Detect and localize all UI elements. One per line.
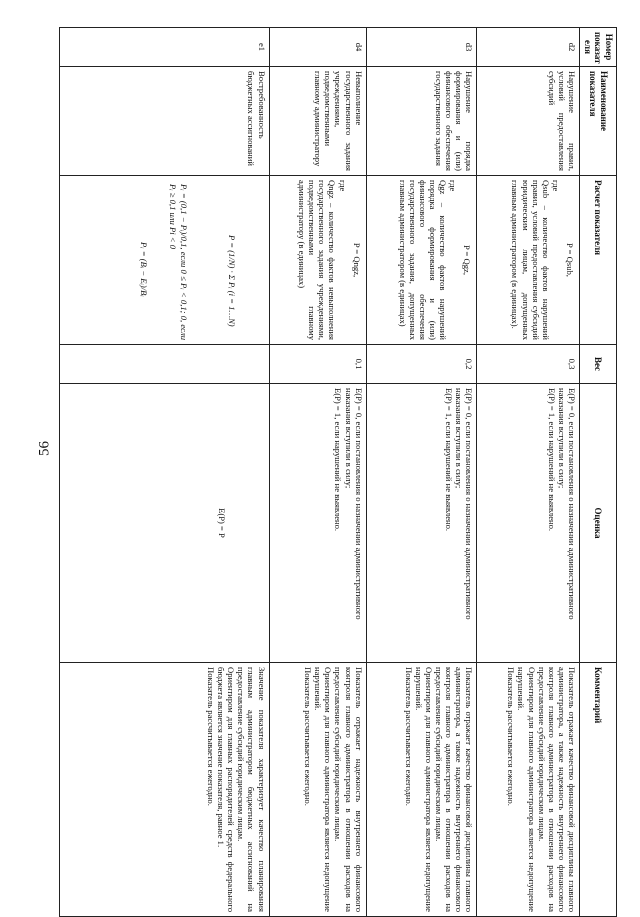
indicators-table (59, 27, 617, 917)
calc-formula: P = Qsub, (565, 243, 576, 277)
row-name: Востребованность бюджетных ассигнований (60, 67, 270, 176)
calc-where: где (448, 180, 459, 192)
row-num: e1 (60, 28, 270, 67)
comment-orientir: Ориентиром для главного администратора является недопущение нарушений. (516, 667, 537, 912)
eval-line-1: E(P) = 0, если постановления о назначении административного наказания вступили в силу; (557, 388, 578, 620)
row-eval (60, 384, 270, 663)
comment-yearly: Показатель рассчитывается ежегодно. (506, 667, 517, 806)
row-weight: 0,3 (477, 345, 580, 384)
row-calc (269, 176, 366, 345)
row-comment (269, 663, 366, 917)
row-comment (477, 663, 580, 917)
rotated-table-container (59, 27, 617, 912)
table-row (366, 28, 477, 917)
eval-line-2: E(P) = 1, если нарушений не выявлено. (333, 388, 344, 532)
header-eval: Оценка (580, 384, 617, 663)
page-number: 56 (36, 441, 53, 456)
calc-formula: P = Qgz, (462, 244, 473, 276)
row-comment (60, 663, 270, 917)
formula-pi: Pᵢ = (Bᵢ − Eᵢ)/Bᵢ (138, 242, 149, 297)
row-weight: 0,2 (366, 345, 477, 384)
eval-formula: E(P) = P (216, 508, 227, 538)
eval-line-2: E(P) = 1, если нарушений не выявлено. (444, 388, 455, 532)
table-row (60, 28, 270, 917)
calc-where: где (337, 180, 348, 192)
header-num: Номер показат еля (580, 28, 617, 67)
comment-text: Показатель отражает качество финансовой дисциплины главного администратора, а также надежность внутреннего финансового контроля главного администратора в отношении расходов на предоставление субсидий юридическим лицам. (536, 667, 578, 912)
row-calc (477, 176, 580, 345)
table-header-row (580, 28, 617, 917)
comment-yearly: Показатель рассчитывается ежегодно. (403, 667, 414, 806)
calc-formula: P = Qngz, (351, 242, 362, 278)
comment-yearly: Показатель рассчитывается ежегодно. (302, 667, 313, 806)
calc-desc: Qgz – количество фактов нарушений порядка формирования и (или) финансового обеспечения государственного задания, допущенных главным администратором (в единицах) (397, 180, 449, 340)
comment-orientir: Ориентиром для главных распорядителей средств федерального бюджета является значение показателя, равное 1. (215, 667, 237, 912)
header-weight: Вес (580, 345, 617, 384)
row-num: d4 (269, 28, 366, 67)
row-weight: 0,1 (269, 345, 366, 384)
comment-orientir: Ориентиром для главного администратора является недопущение нарушений. (313, 667, 334, 912)
header-name: Наименование показателя (580, 67, 617, 176)
comment-orientir: Ориентиром для главного администратора является недопущение нарушений. (413, 667, 434, 912)
eval-line-1: E(P) = 0, если постановления о назначении административного наказания вступили в силу; (343, 388, 364, 620)
calc-desc: Qngz – количество фактов невыполнения государственного задания учреждениями, подведомственными главному администратору (в единицах) (296, 180, 338, 340)
row-name: Невыполнение государственного задания учреждениями, подведомственными главному администратору (269, 67, 366, 176)
row-name: Нарушение порядка формирования и (или) финансового обеспечения государственного задания (366, 67, 477, 176)
row-eval (366, 384, 477, 663)
row-calc (366, 176, 477, 345)
row-comment (366, 663, 477, 917)
row-num: d3 (366, 28, 477, 67)
comment-text: Показатель отражает качество финансовой дисциплины главного администратора, а также надежность внутреннего финансового контроля главного администратора в отношении расходов на предоставление субсидий юридическим лицам. (434, 667, 475, 912)
table-row (477, 28, 580, 917)
calc-desc: Qsub – количество фактов нарушений правил, условий предоставления субсидий юридическим лицам, допущенных главным администратором (в единицах). (510, 180, 551, 340)
row-eval (477, 384, 580, 663)
header-comment: Комментарий (580, 663, 617, 917)
table-row (269, 28, 366, 917)
comment-yearly: Показатель рассчитывается ежегодно. (205, 667, 216, 806)
header-calc: Расчет показателя (580, 176, 617, 345)
comment-text: Показатель отражает надежность внутреннего финансового контроля главного администратора в отношении расходов на предоставление субсидий юридическим лицам. (333, 667, 364, 912)
formula-mean: P = (1/N) · Σ Pᵢ (i = 1…N) (226, 235, 237, 327)
eval-line-2: E(P) = 1, если нарушений не выявлено. (546, 388, 557, 532)
formula-area (117, 180, 267, 340)
formula-piecewise: Pᵢ = (0,1 − Pᵢ)/0,1, если 0 ≤ Pᵢ < 0,1; 0, если Pᵢ ≥ 0,1 или Pi < 0 (168, 184, 189, 340)
eval-line-1: E(P) = 0, если постановления о назначении административного наказания вступили в силу; (454, 388, 475, 620)
comment-text: Значение показателя характеризует качество планирования главным администратором бюджетных ассигнований на предоставление субсидий юридическим лицам. (236, 667, 267, 912)
row-eval (269, 384, 366, 663)
row-calc (60, 176, 270, 345)
row-num: d2 (477, 28, 580, 67)
row-name: Нарушение правил, условий предоставления субсидий (477, 67, 580, 176)
row-weight (60, 345, 270, 384)
calc-where: где (551, 180, 562, 192)
